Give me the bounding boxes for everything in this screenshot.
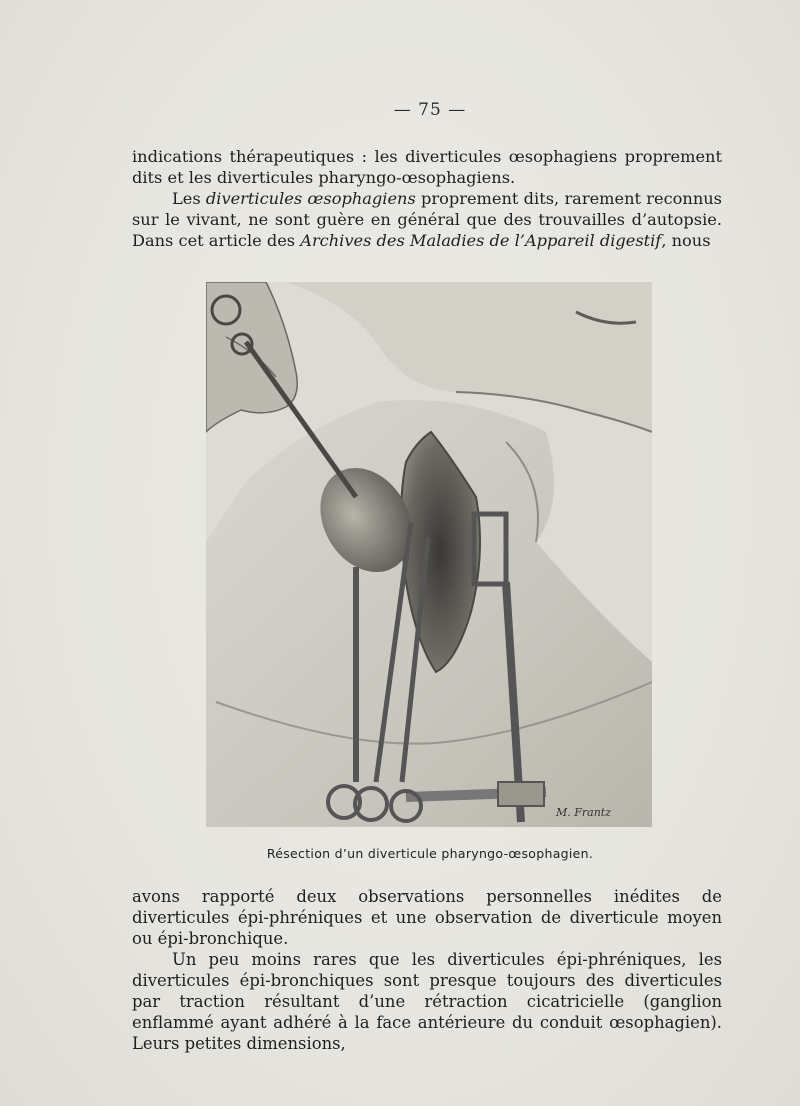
paragraph-top-2 [132,188,722,251]
italic-journal-title: Archives des Maladies de l’Appareil digestif [300,231,662,250]
bottom-text-block [132,886,722,1054]
paragraph-top-1: indications thérapeutiques : les diverticules œsophagiens proprement dits et les diverticules pharyngo-œsophagiens. [132,147,722,187]
italic-run: diverticules œsophagiens [205,189,416,208]
text-run: , nous [661,231,711,250]
artist-signature: M. Frantz [556,806,612,819]
text-run: proprement dits, rarement reconnus sur le vivant, ne sont guère en général que des trouvailles d’autopsie. Dans cet article des [132,189,722,250]
paragraph-bottom-1: avons rapporté deux observations personnelles inédites de diverticules épi-phréniques et une observation de diverticule moyen ou épi-bronchique. [132,887,722,948]
text-run: Les [172,189,206,208]
paragraph-bottom-2: Un peu moins rares que les diverticules épi-phréniques, les diverticules épi-bronchiques sont presque toujours des diverticules par traction résultant d’une rétraction cicatricielle (ganglion enflammé ayant adhéré à la face antérieure du conduit œsophagien). Leurs petites dimensions, [132,950,722,1053]
figure-caption: Résection d’un diverticule pharyngo-œsophagien. [266,846,594,861]
surgical-illustration [206,282,652,827]
page-number: — 75 — [393,100,467,120]
top-text-block [132,146,722,251]
